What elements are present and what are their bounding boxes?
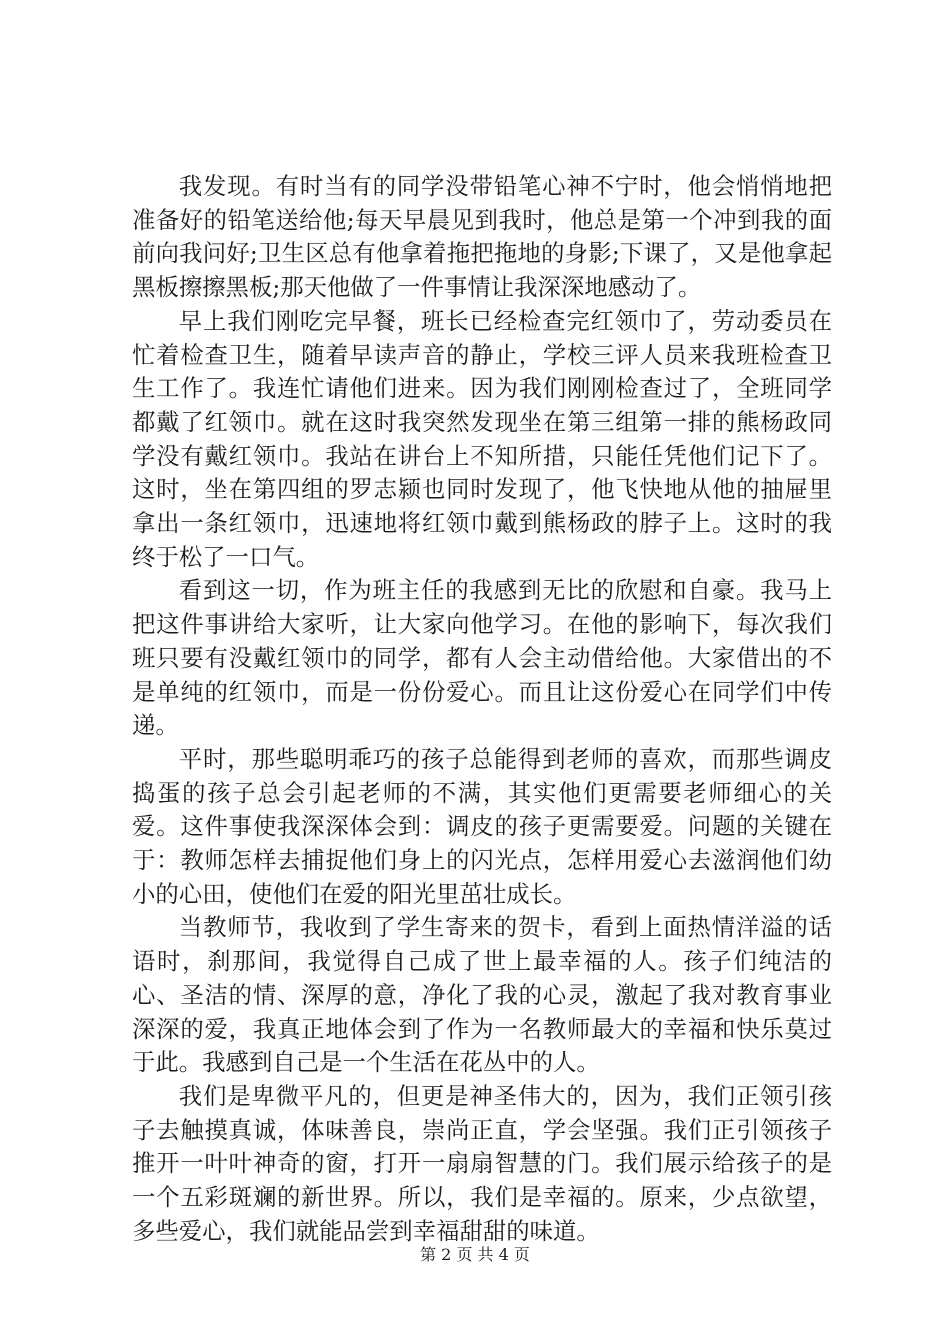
- paragraph-5: 当教师节，我收到了学生寄来的贺卡，看到上面热情洋溢的话语时，刹那间，我觉得自己成了世上最幸福的人。孩子们纯洁的心、圣洁的情、深厚的意，净化了我的心灵，激起了我对教育事业深深的爱，我真正地体会到了作为一名教师最大的幸福和快乐莫过于此。我感到自己是一个生活在花丛中的人。: [132, 913, 832, 1077]
- page-footer: 第 2 页 共 4 页: [420, 1245, 530, 1264]
- body-text: [132, 170, 832, 1249]
- paragraph-2: 早上我们刚吃完早餐，班长已经检查完红领巾了，劳动委员在忙着检查卫生，随着早读声音的静止，学校三评人员来我班检查卫生工作了。我连忙请他们进来。因为我们刚刚检查过了，全班同学都戴了红领巾。就在这时我突然发现坐在第三组第一排的熊杨政同学没有戴红领巾。我站在讲台上不知所措，只能任凭他们记下了。这时，坐在第四组的罗志颍也同时发现了，他飞快地从他的抽屉里拿出一条红领巾，迅速地将红领巾戴到熊杨政的脖子上。这时的我终于松了一口气。: [132, 306, 832, 571]
- paragraph-4: 平时，那些聪明乖巧的孩子总能得到老师的喜欢，而那些调皮捣蛋的孩子总会引起老师的不满，其实他们更需要老师细心的关爱。这件事使我深深体会到：调皮的孩子更需要爱。问题的关键在于：教师怎样去捕捉他们身上的闪光点，怎样用爱心去滋润他们幼小的心田，使他们在爱的阳光里茁壮成长。: [132, 744, 832, 908]
- paragraph-6: 我们是卑微平凡的，但更是神圣伟大的，因为，我们正领引孩子去触摸真诚，体味善良，崇尚正直，学会坚强。我们正引领孩子推开一叶叶神奇的窗，打开一扇扇智慧的门。我们展示给孩子的是一个五彩斑斓的新世界。所以，我们是幸福的。原来，少点欲望，多些爱心，我们就能品尝到幸福甜甜的味道。: [132, 1081, 832, 1245]
- paragraph-1: 我发现。有时当有的同学没带铅笔心神不宁时，他会悄悄地把准备好的铅笔送给他;每天早晨见到我时，他总是第一个冲到我的面前向我问好;卫生区总有他拿着拖把拖地的身影;下课了，又是他拿起黑板擦擦黑板;那天他做了一件事情让我深深地感动了。: [132, 172, 832, 302]
- paragraph-3: 看到这一切，作为班主任的我感到无比的欣慰和自豪。我马上把这件事讲给大家听，让大家向他学习。在他的影响下，每次我们班只要有没戴红领巾的同学，都有人会主动借给他。大家借出的不是单纯的红领巾，而是一份份爱心。而且让这份爱心在同学们中传递。: [132, 576, 832, 740]
